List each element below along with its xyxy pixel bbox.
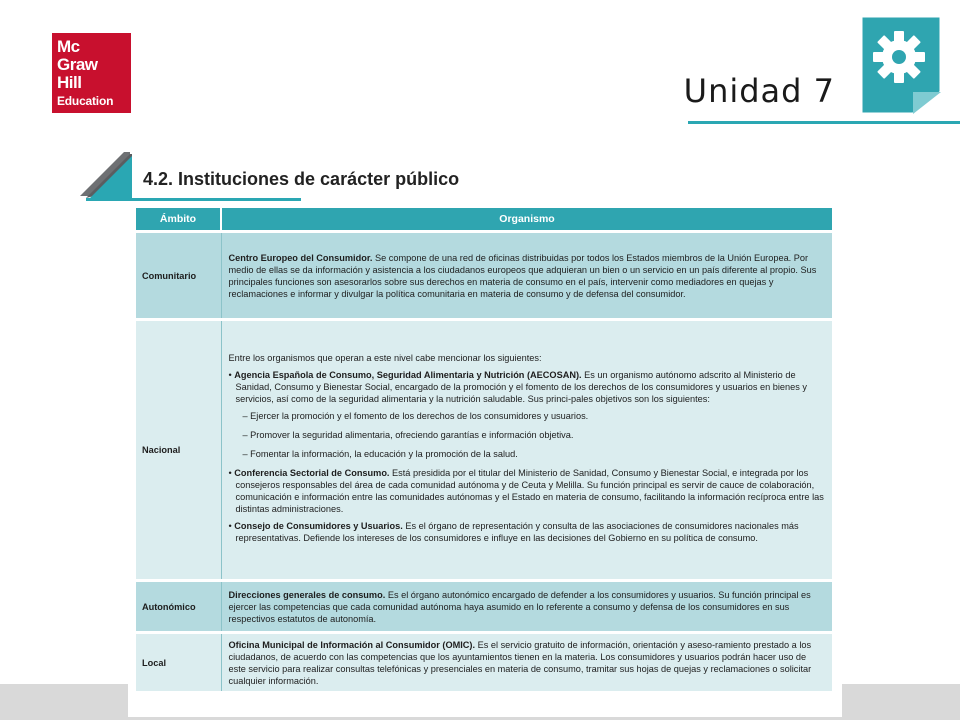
organismo-lead: Consejo de Consumidores y Usuarios. (234, 520, 403, 531)
unit-title-underline (688, 121, 960, 124)
column-header-organismo: Organismo (221, 208, 832, 232)
table-row (136, 581, 832, 633)
column-header-ambito: Ámbito (136, 208, 221, 232)
ambito-cell: Local (136, 633, 221, 693)
table-row (136, 633, 832, 693)
table-row (136, 320, 832, 581)
organismo-cell (221, 581, 832, 633)
gear-icon (855, 14, 945, 116)
institutions-table-image (128, 205, 842, 717)
section-corner-decoration (80, 152, 150, 202)
organismo-text: Es un organismo autónomo adscrito al Ministerio de Sanidad, Consumo y Bienestar Social, encargado de la promoción y el fomento de los derechos de los consumidores y usuarios en bienes y servicios, así como de la seguridad alimentaria y la nutrición saludable. Sus princi-pales objetivos son los siguientes: (235, 369, 807, 404)
organismo-lead: Oficina Municipal de Información al Consumidor (OMIC). (228, 639, 476, 650)
organismo-intro: Entre los organismos que operan a este nivel cabe mencionar los siguientes: (228, 352, 542, 363)
organismo-cell (221, 320, 832, 581)
list-item: • Consejo de Consumidores y Usuarios. Es el órgano de representación y consulta de las asociaciones de consumidores nacionales más representativas. Defiende los intereses de los consumidores e influye en las decisiones del Gobierno en su política de consumo. (228, 520, 799, 543)
ambito-cell: Nacional (136, 320, 221, 581)
organismo-cell (221, 633, 832, 693)
unit-title: Unidad 7 (683, 72, 835, 110)
list-item: • Agencia Española de Consumo, Seguridad Alimentaria y Nutrición (AECOSAN). Es un organismo autónomo adscrito al Ministerio de Sanidad, Consumo y Bienestar Social, encargado de la promoción y el fomento de los derechos de los consumidores y usuarios en bienes y servicios, así como de la seguridad alimentaria y la nutrición saludable. Sus princi-pales objetivos son los siguientes: (228, 369, 807, 404)
list-item: • Conferencia Sectorial de Consumo. Está presidida por el titular del Ministerio de Sanidad, Consumo y Bienestar Social, e integrada por los consejeros responsables del área de cada comunidad autónoma y de Ceuta y Melilla. Su función principal es servir de cauce de colaboración, comunicación e información entre las comunidades autónomas y el Estado en materia de consumo, facilitando la información recíproca entre las distintas administraciones. (228, 467, 824, 514)
organismo-lead: Conferencia Sectorial de Consumo. (234, 467, 390, 478)
organismo-lead: Centro Europeo del Consumidor. (228, 252, 373, 263)
sub-list-item: – Ejercer la promoción y el fomento de los derechos de los consumidores y usuarios. (242, 410, 589, 421)
section-title: 4.2. Instituciones de carácter público (143, 169, 460, 189)
organismo-cell (221, 232, 832, 320)
organismo-text: Es el servicio gratuito de información, orientación y aseso-ramiento prestado a los ciudadanos, de acuerdo con las competencias que los ayuntamientos tienen en la materia. Los consumidores y usuarios podrán hacer uso de este servicio para realizar consultas telefónicas y presenciales en materia de consumo, tramitar sus hojas de quejas y reclamaciones o solicitar cualquier información. (228, 639, 812, 686)
sub-list-item: – Promover la seguridad alimentaria, ofreciendo garantías e información objetiva. (242, 429, 574, 440)
organismo-lead: Agencia Española de Consumo, Seguridad Alimentaria y Nutrición (AECOSAN). (234, 369, 582, 380)
organismo-lead: Direcciones generales de consumo. (228, 589, 386, 600)
organismo-text: Es el órgano autonómico encargado de defender a los consumidores y usuarios. Su función principal es ejercer las competencias que cada comunidad autónoma haya asumido en lo referente a consumo y defensa de los consumidores en sus respectivos estatutos de autonomía. (228, 589, 811, 624)
mcgraw-hill-logo: Mc Graw Hill Education (52, 33, 131, 113)
organismo-text: Es el órgano de representación y consulta de las asociaciones de consumidores nacionales más representativas. Defiende los intereses de los consumidores e influye en las decisiones del Gobierno en su política de consumo. (235, 520, 799, 543)
organismo-text: Está presidida por el titular del Ministerio de Sanidad, Consumo y Bienestar Social, e integrada por los consejeros responsables del área de cada comunidad autónoma y de Ceuta y Melilla. Su función principal es servir de cauce de colaboración, comunicación e información entre las comunidades autónomas y el Estado en materia de consumo, facilitando la información recíproca entre las distintas administraciones. (235, 467, 824, 514)
institutions-table (136, 208, 832, 694)
organismo-text: Se compone de una red de oficinas distribuidas por todos los Estados miembros de la Unión Europea. Por medio de ellas se da información y asistencia a los ciudadanos europeos que adquieran un bien o un servicio en un país diferente al propio. Sus principales funciones son asesorarlos sobre sus derechos en materia de consumo en el país, intervenir como mediadores en quejas y reclamaciones e informar y divulgar la política comunitaria en materia de consumo y de defensa del consumidor. (228, 252, 817, 299)
section-title-underline (86, 198, 301, 201)
ambito-cell: Autonómico (136, 581, 221, 633)
table-row (136, 232, 832, 320)
sub-list-item: – Fomentar la información, la educación y la promoción de la salud. (242, 448, 518, 459)
ambito-cell: Comunitario (136, 232, 221, 320)
